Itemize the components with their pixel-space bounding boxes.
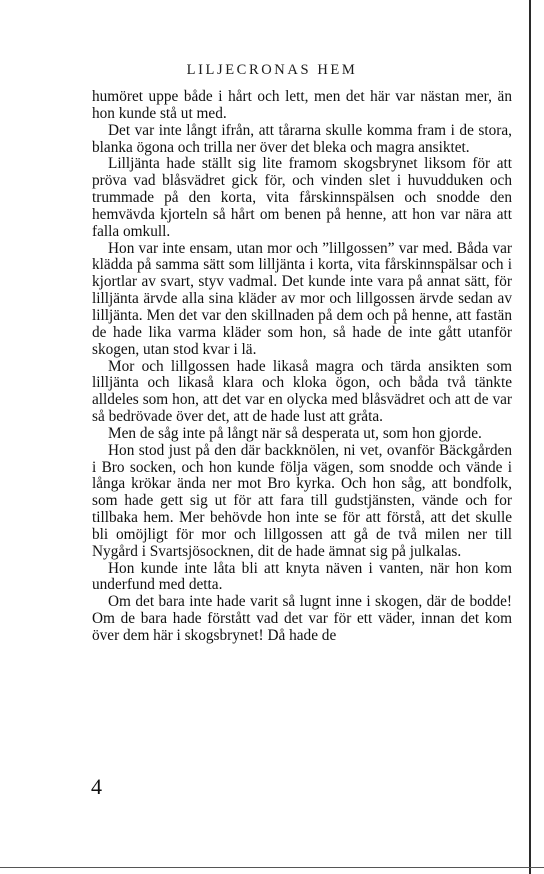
scan-edge-bottom	[0, 867, 544, 868]
paragraph: Lilljänta hade ställt sig lite framom skogsbrynet liksom för att pröva vad blåsvädret gick för, och vinden slet i huvudduken och trummade på den korta, vita fårskinnspälsen och snodde den hemvävda kjorteln så hårt om benen på henne, att hon var nära att falla omkull.	[92, 155, 512, 240]
scan-edge-right	[529, 0, 531, 874]
paragraph: Hon kunde inte låta bli att knyta näven i vanten, när hon kom underfund med detta.	[92, 559, 512, 594]
paragraph: Men de såg inte på långt när så desperata ut, som hon gjorde.	[108, 424, 482, 442]
running-head: LILJECRONAS HEM	[186, 62, 358, 78]
paragraph: Om det bara inte hade varit så lugnt inne i skogen, där de bodde! Om de bara hade förstått vad det var för ett väder, innan det kom över dem här i skogsbrynet! Då hade de	[92, 593, 512, 644]
body-text	[92, 89, 512, 645]
paragraph: Hon var inte ensam, utan mor och ”lillgossen” var med. Båda var klädda på samma sätt som lilljänta i korta, vita fårskinnspälsar och i kjortlar av svart, styv vadmal. Det kunde inte vara på annat sätt, för lilljänta ärvde alla sina kläder av mor och lillgossen ärvde sedan av lilljänta. Men det var den skillnaden på dem och på henne, att fastän de hade lika varma kläder som hon, så hade de inte gått utanför skogen, utan stod kvar i lä.	[92, 239, 512, 358]
page-number: 4	[91, 774, 102, 799]
paragraph: Mor och lillgossen hade likaså magra och tärda ansikten som lilljänta och likaså klara och kloka ögon, och båda två tänkte alldeles som hon, att det var en olycka med blåsvädret och att de var så bedrövade över det, att de hade lust att gråta.	[92, 357, 512, 426]
paragraph-continued: humöret uppe både i hårt och lett, men det här var nästan mer, än hon kunde stå ut med.	[92, 88, 512, 122]
paragraph: Det var inte långt ifrån, att tårarna skulle komma fram i de stora, blanka ögona och trilla ner över det bleka och magra ansiktet.	[92, 121, 512, 156]
paragraph: Hon stod just på den där backknölen, ni vet, ovanför Bäckgården i Bro socken, och hon kunde följa vägen, som snodde och vände i långa krökar ända ner mot Bro kyrka. Och hon såg, att bondfolk, som hade gett sig ut för att fara till gudstjänsten, vände och for tillbaka hem. Mer behövde hon inte se för att förstå, att det skulle bli omöjligt för mor och lillgossen att gå de två milen ner till Nygård i Svartsjösocknen, dit de hade ämnat sig på julkalas.	[92, 441, 512, 560]
